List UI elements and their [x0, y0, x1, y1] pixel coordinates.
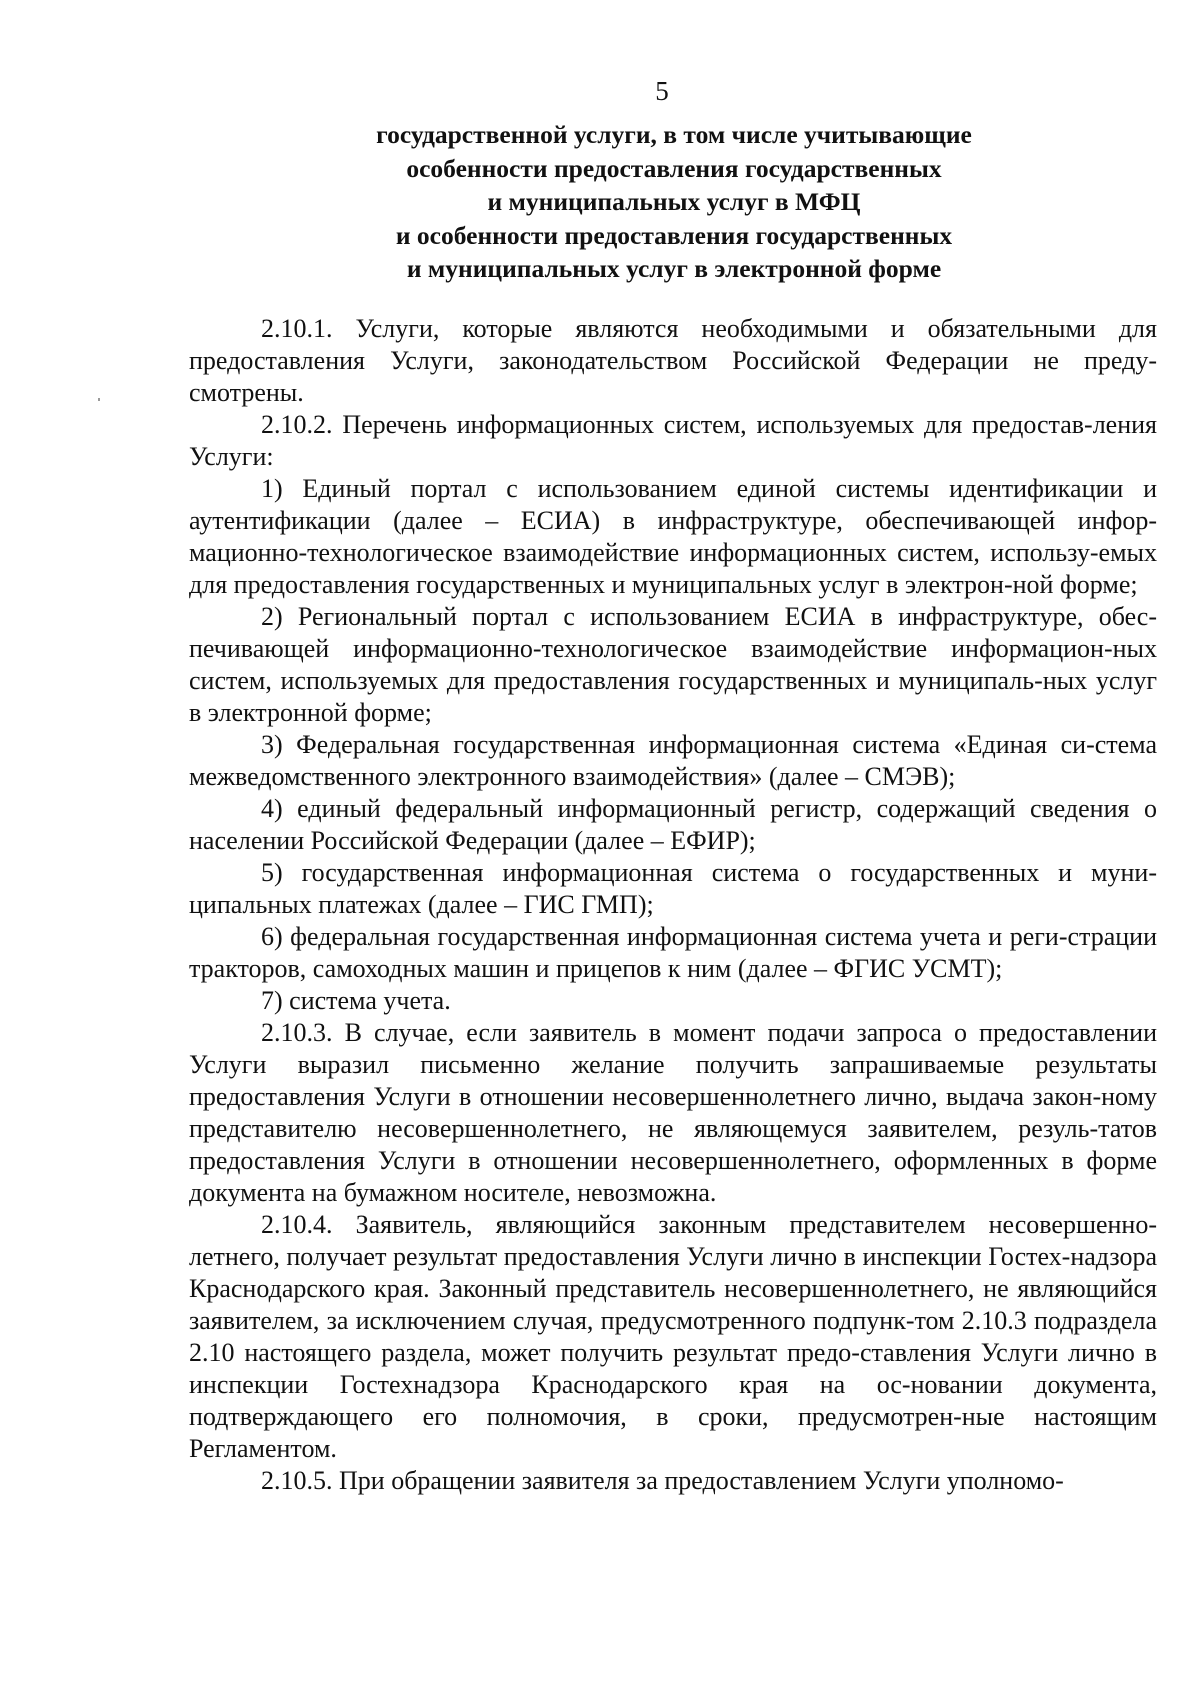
heading-line: особенности предоставления государственных [406, 153, 942, 183]
list-item-1: 1) Единый портал с использованием единой системы идентификации и аутентификации (далее – ЕСИА) в инфраструктуре, обеспечивающей инфор-мационно-технологическое взаимодействие информационных систем, использу-емых для предоставления государственных и муниципальных услуг в электрон-ной форме; [189, 474, 1157, 599]
page-number: 5 [655, 76, 669, 106]
paragraph-2-10-3: 2.10.3. В случае, если заявитель в момент подачи запроса о предоставлении Услуги выразил письменно желание получить запрашиваемые результаты предоставления Услуги в отношении несовершеннолетнего лично, выдача закон-ному представителю несовершеннолетнего, не являющемуся заявителем, резуль-татов предоставления Услуги в отношении несовершеннолетнего, оформленных в форме документа на бумажном носителе, невозможна. [189, 1018, 1157, 1207]
list-item-3: 3) Федеральная государственная информационная система «Единая си-стема межведомственного электронного взаимодействия» (далее – СМЭВ); [189, 730, 1157, 791]
heading-line: государственной услуги, в том числе учитывающие [376, 120, 972, 149]
list-item-6: 6) федеральная государственная информационная система учета и реги-страции тракторов, самоходных машин и прицепов к ним (далее – ФГИС УСМТ); [189, 922, 1157, 983]
section-heading [189, 118, 1159, 286]
paragraph-2-10-5: 2.10.5. При обращении заявителя за предоставлением Услуги уполномо- [261, 1466, 1064, 1495]
list-item-4: 4) единый федеральный информационный регистр, содержащий сведения о населении Российской Федерации (далее – ЕФИР); [189, 794, 1157, 855]
list-item-7: 7) система учета. [261, 986, 451, 1015]
heading-line: и муниципальных услуг в электронной форме [406, 254, 942, 283]
paragraph-2-10-4: 2.10.4. Заявитель, являющийся законным представителем несовершенно-летнего, получает результат предоставления Услуги лично в инспекции Гостех-надзора Краснодарского края. Законный представитель несовершеннолетнего, не являющийся заявителем, за исключением случая, предусмотренного подпунк-том 2.10.3 подраздела 2.10 настоящего раздела, может получить результат предо-ставления Услуги лично в инспекции Гостехнадзора Краснодарского края на ос-новании документа, подтверждающего его полномочия, в сроки, предусмотрен-ные настоящим Регламентом. [189, 1210, 1157, 1463]
list-item-2: 2) Региональный портал с использованием ЕСИА в инфраструктуре, обес-печивающей информационно-технологическое взаимодействие информацион-ных систем, используемых для предоставления государственных и муниципаль-ных услуг в электронной форме; [189, 602, 1157, 727]
body-text [189, 313, 1157, 1497]
scan-artifact [98, 398, 100, 401]
paragraph-2-10-2: 2.10.2. Перечень информационных систем, используемых для предостав-ления Услуги: [189, 410, 1157, 471]
heading-line: и особенности предоставления государственных [395, 220, 953, 250]
paragraph-2-10-1: 2.10.1. Услуги, которые являются необходимыми и обязательными для предоставления Услуги, законодательством Российской Федерации не преду-смотрены. [189, 314, 1157, 407]
heading-line: и муниципальных услуг в МФЦ [487, 187, 861, 216]
list-item-5: 5) государственная информационная система о государственных и муни-ципальных платежах (далее – ГИС ГМП); [189, 858, 1157, 919]
